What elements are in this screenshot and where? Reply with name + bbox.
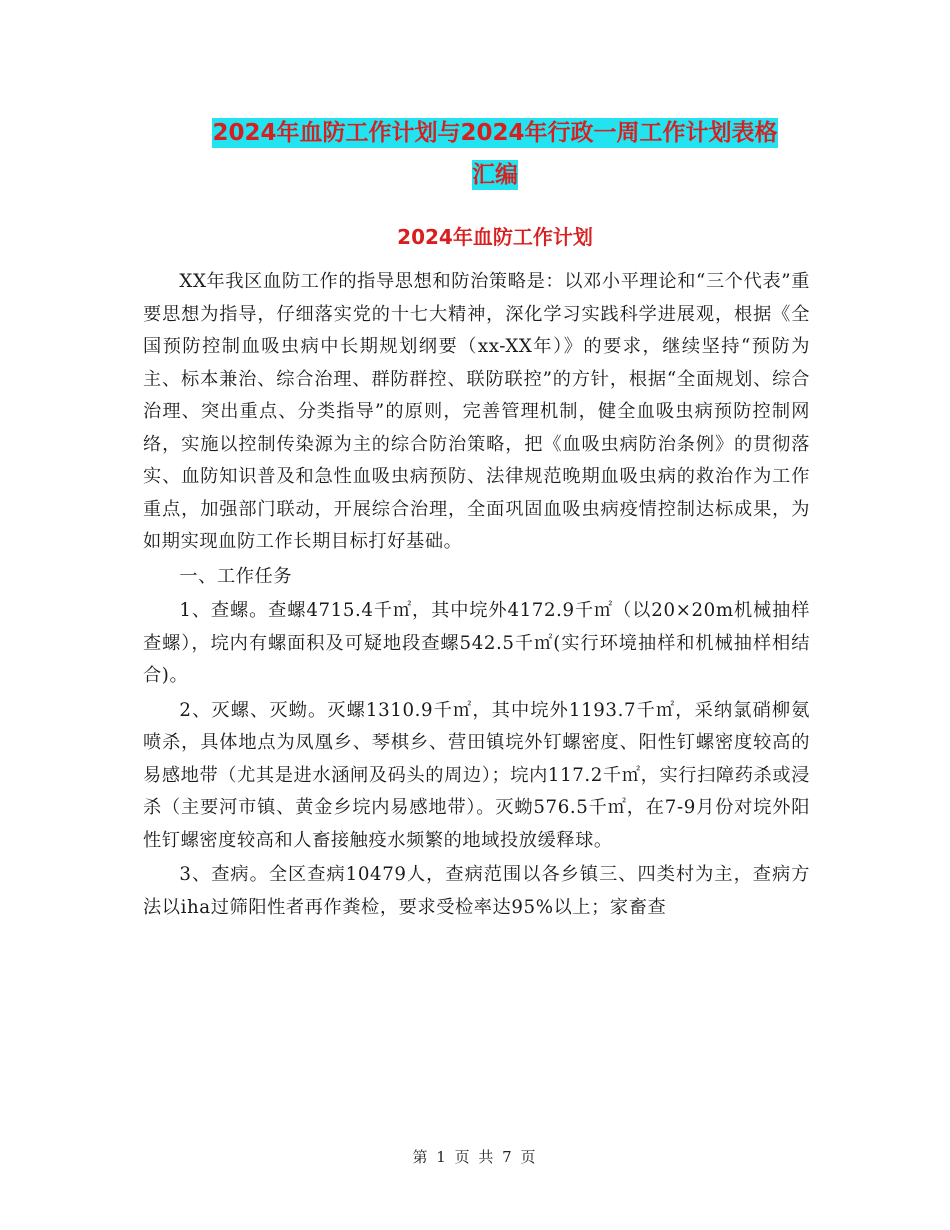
document-title [140,112,850,196]
document-title-line-1: 2024年血防工作计划与2024年行政一周工作计划表格 [212,120,778,146]
document-title-line-2: 汇编 [472,162,518,188]
section-title: 2024年血防工作计划 [397,225,593,249]
page-footer: 第 1 页 共 7 页 [412,1148,538,1166]
paragraph-intro: XX年我区血防工作的指导思想和防治策略是：以邓小平理论和“三个代表”重要思想为指导，仔细落实党的十七大精神，深化学习实践科学进展观，根据《全国预防控制血吸虫病中长期规划纲要（xx-XX年）》的要求，继续坚持“预防为主、标本兼治、综合治理、群防群控、联防联控”的方针，根据“全面规划、综合治理、突出重点、分类指导”的原则，完善管理机制，健全血吸虫病预防控制网络，实施以控制传染源为主的综合防治策略，把《血吸虫病防治条例》的贯彻落实、血防知识普及和急性血吸虫病预防、法律规范晚期血吸虫病的救治作为工作重点，加强部门联动，开展综合治理，全面巩固血吸虫病疫情控制达标成果，为如期实现血防工作长期目标打好基础。 [143,271,810,552]
paragraph-disease-screening: 3、查病。全区查病10479人，查病范围以各乡镇三、四类村为主，查病方法以iha过筛阳性者再作粪检，要求受检率达95%以上；家畜查 [143,864,810,918]
paragraph-heading-work-tasks: 一、工作任务 [179,565,293,587]
paragraph-snail-control: 2、灭螺、灭蚴。灭螺1310.9千㎡，其中垸外1193.7千㎡，采纳氯硝柳氨喷杀，具体地点为凤凰乡、琴棋乡、营田镇垸外钉螺密度、阳性钉螺密度较高的易感地带（尤其是进水涵闸及码头的周边）；垸内117.2千㎡，实行扫障药杀或浸杀（主要河市镇、黄金乡垸内易感地带）。灭蚴576.5千㎡，在7-9月份对垸外阳性钉螺密度较高和人畜接触疫水频繁的地域投放缓释球。 [143,699,810,851]
document-body [143,266,810,924]
paragraph-snail-survey: 1、查螺。查螺4715.4千㎡，其中垸外4172.9千㎡（以20×20m机械抽样查螺），垸内有螺面积及可疑地段查螺542.5千㎡(实行环境抽样和机械抽样相结合)。 [143,600,810,686]
